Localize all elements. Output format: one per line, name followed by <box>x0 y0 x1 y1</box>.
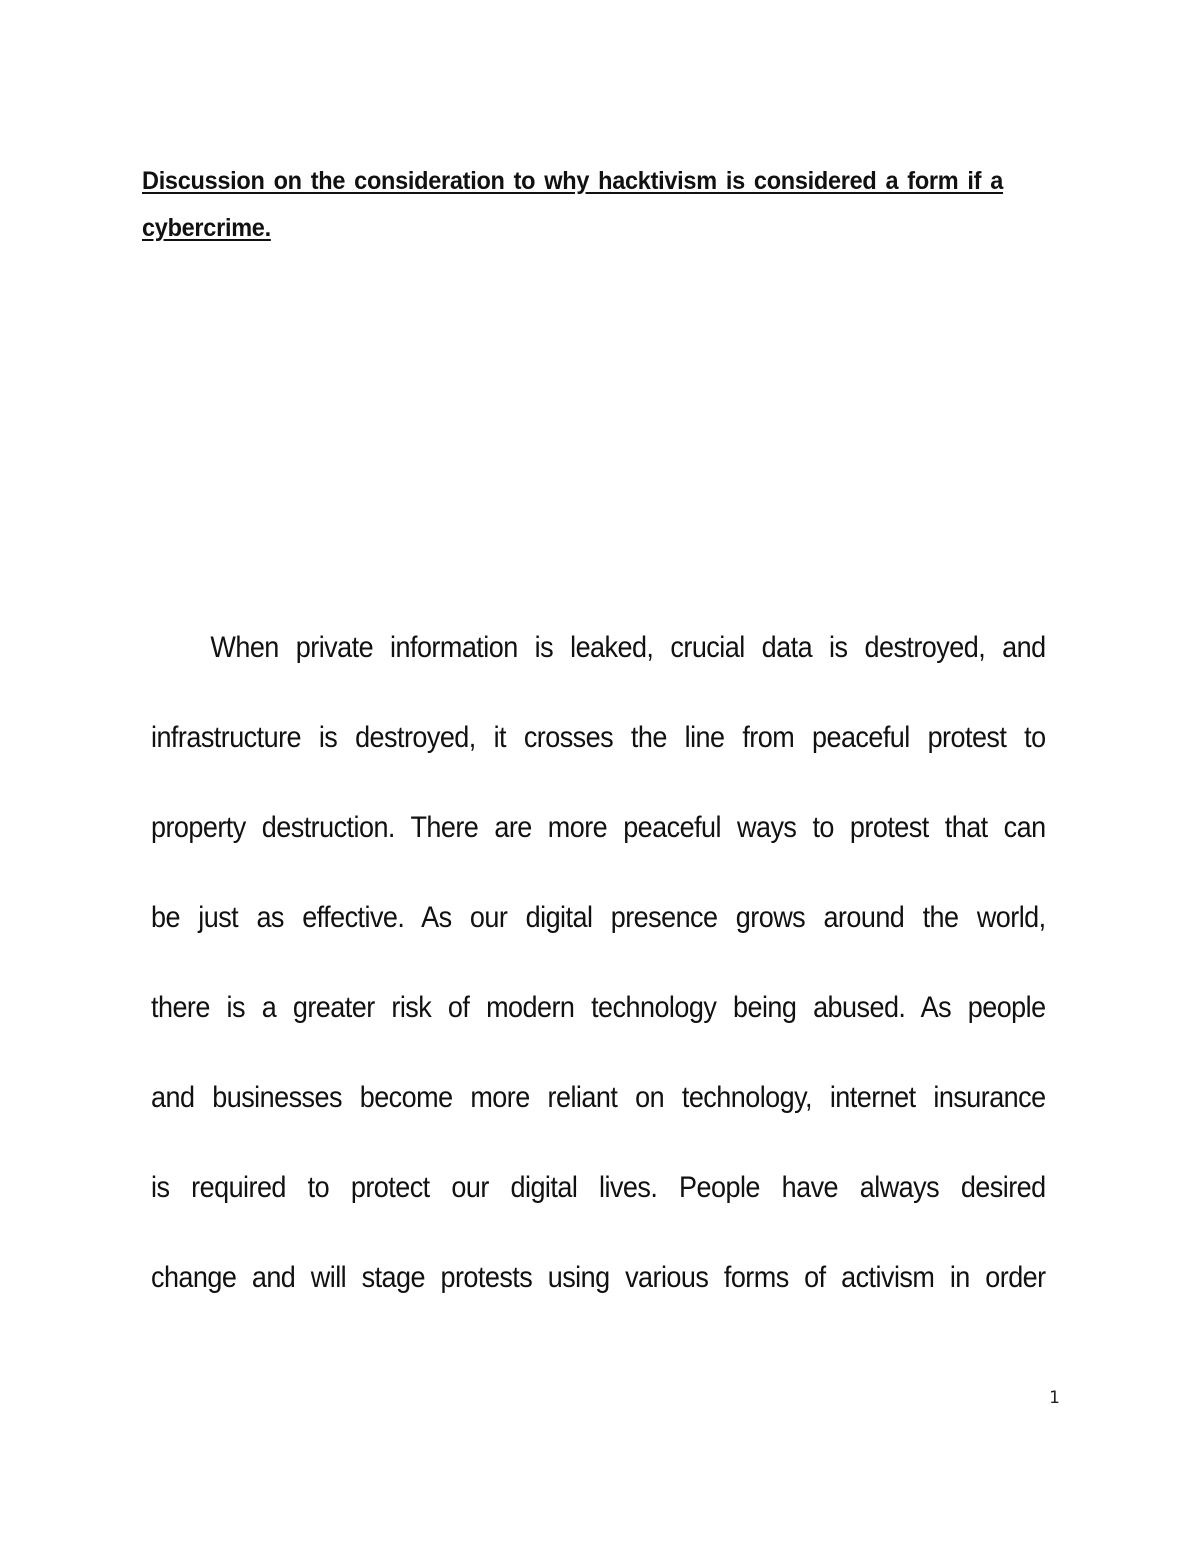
body-line: change and will stage protests using various forms of activism in order <box>151 1261 1046 1294</box>
body-line: property destruction. There are more peaceful ways to protest that can <box>151 811 1046 844</box>
body-line: and businesses become more reliant on technology, internet insurance <box>151 1081 1046 1114</box>
page-number: 1 <box>1049 1388 1060 1408</box>
body-line: infrastructure is destroyed, it crosses the line from peaceful protest to <box>151 721 1046 754</box>
body-line: is required to protect our digital lives. People have always desired <box>151 1171 1046 1204</box>
body-line: be just as effective. As our digital presence grows around the world, <box>151 901 1046 934</box>
document-body <box>151 620 1046 1340</box>
document-title: Discussion on the consideration to why hacktivism is considered a form if a cybercrime. <box>142 167 1004 242</box>
body-line: there is a greater risk of modern technology being abused. As people <box>151 991 1046 1024</box>
body-line: When private information is leaked, crucial data is destroyed, and <box>210 631 1046 664</box>
